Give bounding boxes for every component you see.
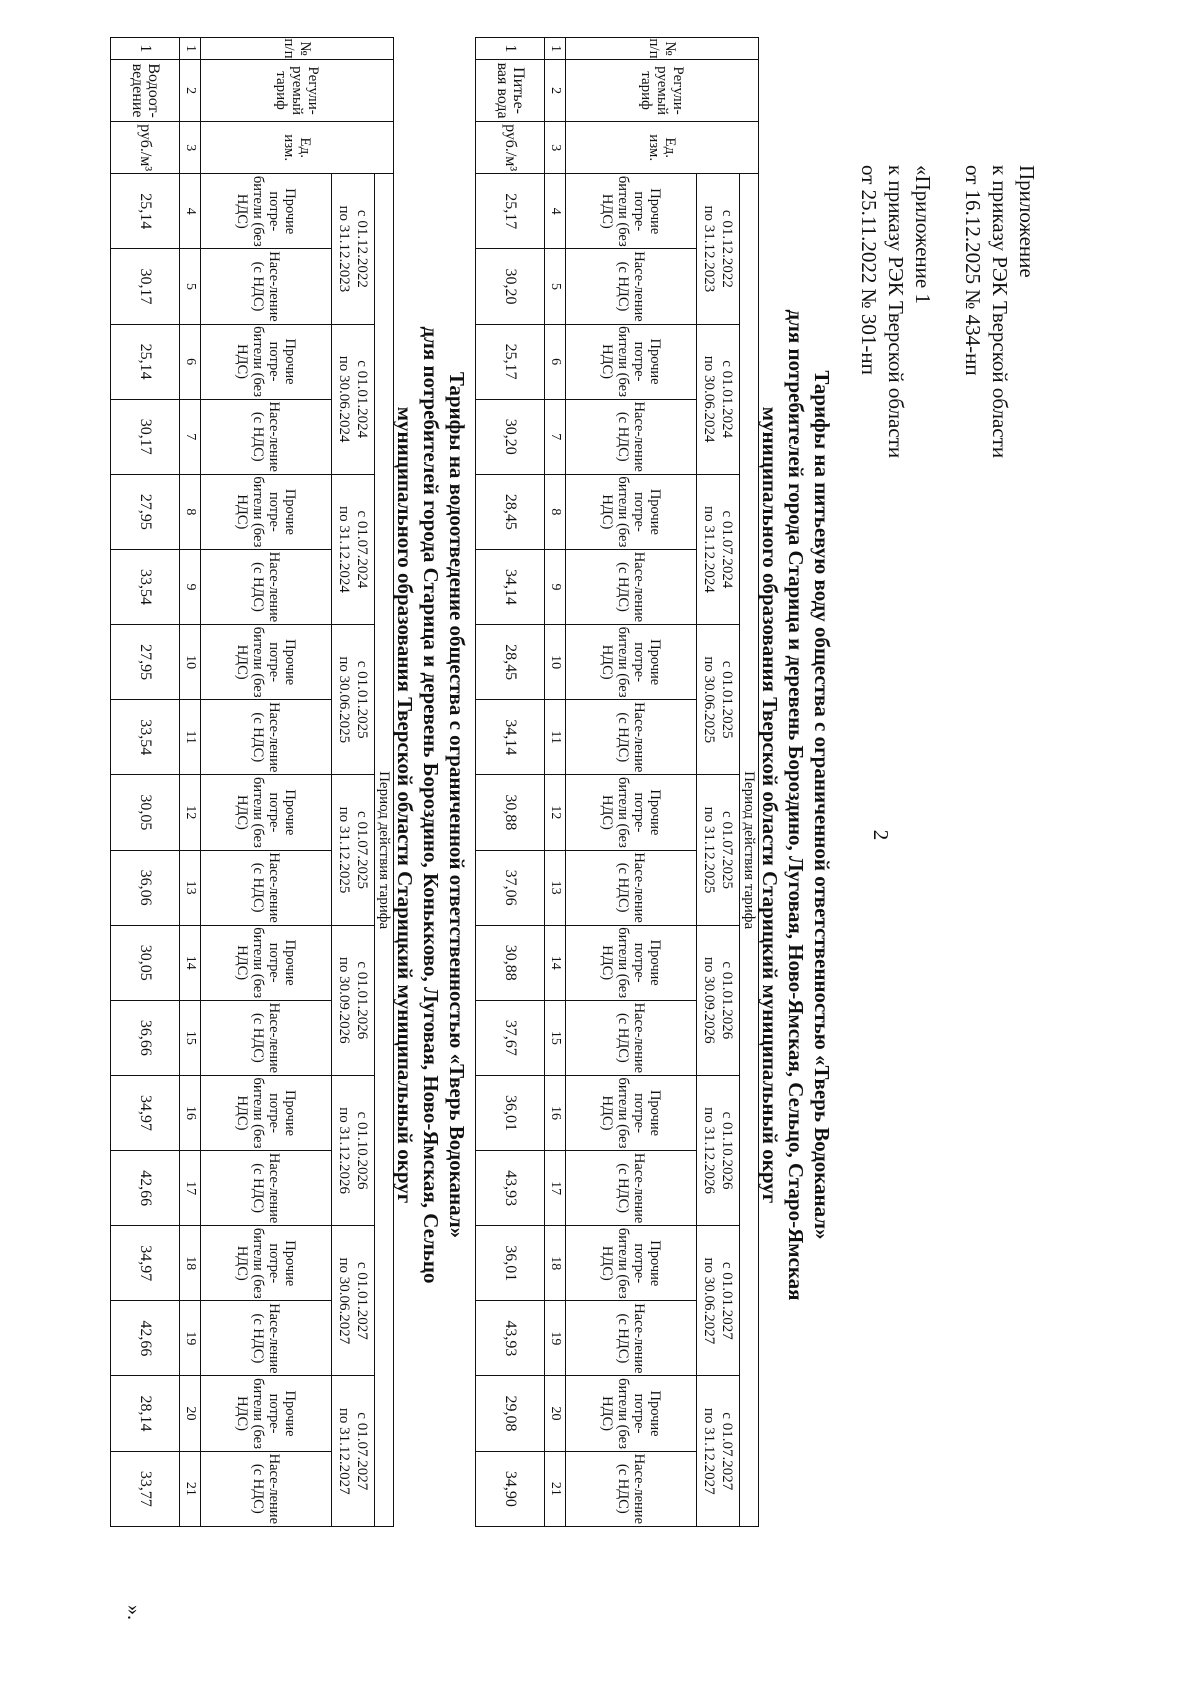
tariff-value: 30,05 <box>111 775 180 850</box>
period-from: с 01.01.2025 <box>719 660 735 739</box>
header-population: Насе-ление (с НДС) <box>201 850 332 925</box>
column-number: 9 <box>180 549 201 624</box>
column-number: 16 <box>545 1075 566 1150</box>
table2-title-line3: муниципального образования Тверской области Старицкий муниципальный округ <box>393 406 417 1204</box>
period-dates <box>697 474 740 624</box>
column-number: 20 <box>180 1376 201 1451</box>
tariff-value: 27,95 <box>111 474 180 549</box>
header-other-consumers: Прочие потре-бители (без НДС) <box>566 474 697 549</box>
table2-title-line2: для потребителей города Старица и деревень Бороздино, Конькково, Луговая, Ново-Ямская, Сельцо <box>419 326 443 1284</box>
column-number: 12 <box>545 775 566 850</box>
column-number: 15 <box>545 1000 566 1075</box>
period-to: по 31.12.2023 <box>701 205 717 293</box>
period-to: по 30.06.2024 <box>336 355 352 443</box>
column-number: 17 <box>180 1151 201 1226</box>
period-to: по 31.12.2024 <box>336 506 352 593</box>
header-population: Насе-ление (с НДС) <box>566 1151 697 1226</box>
row-number: 1 <box>111 38 180 60</box>
period-to: по 31.12.2027 <box>336 1407 352 1495</box>
period-dates <box>332 1075 375 1225</box>
header-population: Насе-ление (с НДС) <box>201 1000 332 1075</box>
tariff-value: 25,14 <box>111 324 180 399</box>
column-number: 13 <box>545 850 566 925</box>
column-number: 16 <box>180 1075 201 1150</box>
header-population: Насе-ление (с НДС) <box>566 850 697 925</box>
tariff-name: Питье-вая вода <box>476 60 545 122</box>
rotated-page <box>70 15 1170 1655</box>
column-number: 19 <box>545 1301 566 1376</box>
header-tariff: Регули-руемый тариф <box>201 60 394 122</box>
appendix-block <box>855 165 1040 685</box>
header-population: Насе-ление (с НДС) <box>566 1301 697 1376</box>
period-from: с 01.07.2024 <box>354 510 370 589</box>
tariff-value: 33,54 <box>111 549 180 624</box>
period-to: по 30.09.2026 <box>336 956 352 1044</box>
appendix-line-5: к приказу РЭК Тверской области <box>884 165 908 459</box>
column-number: 5 <box>180 249 201 324</box>
header-population: Насе-ление (с НДС) <box>566 700 697 775</box>
tariff-value: 30,20 <box>476 399 545 474</box>
period-from: с 01.01.2026 <box>354 961 370 1040</box>
period-dates <box>697 775 740 925</box>
column-number: 12 <box>180 775 201 850</box>
period-dates <box>332 625 375 775</box>
period-from: с 01.12.2022 <box>354 209 370 288</box>
period-dates <box>697 925 740 1075</box>
column-number: 4 <box>180 174 201 249</box>
sewerage-tariff-table <box>110 37 394 1527</box>
tariff-value: 28,14 <box>111 1376 180 1451</box>
tariff-value: 30,20 <box>476 249 545 324</box>
period-from: с 01.01.2024 <box>354 360 370 439</box>
header-population: Насе-ление (с НДС) <box>201 1301 332 1376</box>
tariff-value: 34,14 <box>476 700 545 775</box>
page-number: 2 <box>869 829 893 841</box>
tariff-value: 34,97 <box>111 1226 180 1301</box>
period-to: по 30.06.2025 <box>701 656 717 744</box>
column-number: 21 <box>545 1451 566 1526</box>
header-other-consumers: Прочие потре-бители (без НДС) <box>201 925 332 1000</box>
table2-title-line1: Тарифы на водоотведение общества с ограниченной ответственностью «Тверь Водоканал» <box>445 371 469 1239</box>
period-from: с 01.07.2025 <box>354 811 370 889</box>
header-population: Насе-ление (с НДС) <box>566 1000 697 1075</box>
header-other-consumers: Прочие потре-бители (без НДС) <box>566 1226 697 1301</box>
period-from: с 01.07.2027 <box>719 1412 735 1491</box>
period-from: с 01.01.2024 <box>719 360 735 439</box>
header-other-consumers: Прочие потре-бители (без НДС) <box>201 775 332 850</box>
tariff-value: 30,05 <box>111 925 180 1000</box>
column-number: 1 <box>180 38 201 60</box>
period-dates <box>332 1376 375 1527</box>
tariff-value: 36,01 <box>476 1226 545 1301</box>
period-dates <box>697 625 740 775</box>
header-population: Насе-ление (с НДС) <box>201 549 332 624</box>
header-population: Насе-ление (с НДС) <box>201 1151 332 1226</box>
column-number: 14 <box>545 925 566 1000</box>
header-period: Период действия тарифа <box>375 174 394 1527</box>
tariff-value: 29,08 <box>476 1376 545 1451</box>
column-number: 6 <box>545 324 566 399</box>
tariff-value: 30,17 <box>111 249 180 324</box>
column-number: 18 <box>180 1226 201 1301</box>
column-number: 11 <box>545 700 566 775</box>
period-dates <box>332 925 375 1075</box>
period-to: по 30.06.2024 <box>701 355 717 443</box>
period-from: с 01.10.2026 <box>354 1111 370 1190</box>
tariff-value: 30,88 <box>476 775 545 850</box>
period-to: по 31.12.2026 <box>336 1107 352 1194</box>
column-number: 3 <box>545 122 566 174</box>
header-other-consumers: Прочие потре-бители (без НДС) <box>201 174 332 249</box>
tariff-value: 33,77 <box>111 1451 180 1526</box>
header-population: Насе-ление (с НДС) <box>201 249 332 324</box>
header-other-consumers: Прочие потре-бители (без НДС) <box>201 625 332 700</box>
column-number: 1 <box>545 38 566 60</box>
header-period: Период действия тарифа <box>740 174 759 1527</box>
header-population: Насе-ление (с НДС) <box>201 399 332 474</box>
tariff-value: 37,06 <box>476 850 545 925</box>
appendix-line-3: от 16.12.2025 № 434-нп <box>961 165 985 376</box>
header-unit: Ед. изм. <box>201 122 394 174</box>
period-from: с 01.07.2024 <box>719 510 735 589</box>
appendix-line-1: Приложение <box>1015 165 1039 278</box>
period-dates <box>332 474 375 624</box>
tariff-value: 42,66 <box>111 1151 180 1226</box>
tariff-value: 25,17 <box>476 324 545 399</box>
period-to: по 30.06.2027 <box>701 1257 717 1345</box>
header-number: № п/п <box>201 38 394 60</box>
header-other-consumers: Прочие потре-бители (без НДС) <box>566 1376 697 1451</box>
period-from: с 01.01.2026 <box>719 961 735 1040</box>
column-number: 19 <box>180 1301 201 1376</box>
period-to: по 30.06.2027 <box>336 1257 352 1345</box>
tariff-value: 34,90 <box>476 1451 545 1526</box>
period-to: по 30.09.2026 <box>701 956 717 1044</box>
period-from: с 01.01.2027 <box>354 1261 370 1340</box>
tariff-value: 28,45 <box>476 474 545 549</box>
header-other-consumers: Прочие потре-бители (без НДС) <box>566 775 697 850</box>
table2-title <box>392 55 470 1555</box>
header-population: Насе-ление (с НДС) <box>566 1451 697 1526</box>
column-number: 15 <box>180 1000 201 1075</box>
column-number: 17 <box>545 1151 566 1226</box>
table1-title-line1: Тарифы на питьевую воду общества с ограниченной ответственностью «Тверь Водоканал» <box>810 370 834 1240</box>
column-number: 21 <box>180 1451 201 1526</box>
column-number: 10 <box>180 625 201 700</box>
table1-title <box>757 55 835 1555</box>
tariff-unit: руб./м³ <box>111 122 180 174</box>
tariff-name: Водоот-ведение <box>111 60 180 122</box>
tariff-value: 30,88 <box>476 925 545 1000</box>
column-number: 9 <box>545 549 566 624</box>
tariff-value: 36,06 <box>111 850 180 925</box>
tariff-unit: руб./м³ <box>476 122 545 174</box>
header-tariff: Регули-руемый тариф <box>566 60 759 122</box>
tariff-value: 25,14 <box>111 174 180 249</box>
header-population: Насе-ление (с НДС) <box>201 1451 332 1526</box>
tariff-value: 30,17 <box>111 399 180 474</box>
header-other-consumers: Прочие потре-бители (без НДС) <box>566 1075 697 1150</box>
table1-title-line3: муниципального образования Тверской области Старицкий муниципальный округ <box>758 406 782 1204</box>
column-number: 20 <box>545 1376 566 1451</box>
period-to: по 31.12.2026 <box>701 1107 717 1194</box>
period-to: по 31.12.2027 <box>701 1407 717 1495</box>
tariff-value: 25,17 <box>476 174 545 249</box>
column-number: 5 <box>545 249 566 324</box>
tariff-value: 27,95 <box>111 625 180 700</box>
header-population: Насе-ление (с НДС) <box>566 249 697 324</box>
header-other-consumers: Прочие потре-бители (без НДС) <box>566 925 697 1000</box>
column-number: 2 <box>180 60 201 122</box>
period-dates <box>697 1376 740 1527</box>
period-to: по 31.12.2025 <box>336 806 352 894</box>
column-number: 7 <box>180 399 201 474</box>
appendix-line-6: от 25.11.2022 № 301-нп <box>857 165 881 375</box>
table1-title-line2: для потребителей города Старица и деревень Бороздино, Луговая, Ново-Ямская, Сельцо, Старо-Ямская <box>784 309 808 1301</box>
header-other-consumers: Прочие потре-бители (без НДС) <box>201 1376 332 1451</box>
header-other-consumers: Прочие потре-бители (без НДС) <box>566 324 697 399</box>
period-from: с 01.01.2027 <box>719 1261 735 1340</box>
tariff-value: 28,45 <box>476 625 545 700</box>
period-dates <box>697 324 740 474</box>
row-number: 1 <box>476 38 545 60</box>
header-population: Насе-ление (с НДС) <box>566 399 697 474</box>
header-number: № п/п <box>566 38 759 60</box>
water-tariff-table <box>475 37 759 1527</box>
appendix-line-4: «Приложение 1 <box>911 165 935 304</box>
column-number: 2 <box>545 60 566 122</box>
period-from: с 01.10.2026 <box>719 1111 735 1190</box>
tariff-value: 36,66 <box>111 1000 180 1075</box>
column-number: 10 <box>545 625 566 700</box>
tariff-value: 43,93 <box>476 1151 545 1226</box>
tariff-value: 42,66 <box>111 1301 180 1376</box>
period-to: по 31.12.2023 <box>336 205 352 293</box>
tariff-value: 34,14 <box>476 549 545 624</box>
tariff-value: 33,54 <box>111 700 180 775</box>
column-number: 11 <box>180 700 201 775</box>
period-from: с 01.01.2025 <box>354 660 370 739</box>
period-dates <box>697 1226 740 1376</box>
period-from: с 01.12.2022 <box>719 209 735 288</box>
appendix-line-2: к приказу РЭК Тверской области <box>988 165 1012 459</box>
period-dates <box>332 174 375 324</box>
header-other-consumers: Прочие потре-бители (без НДС) <box>566 174 697 249</box>
period-from: с 01.07.2025 <box>719 811 735 889</box>
period-dates <box>697 174 740 324</box>
header-other-consumers: Прочие потре-бители (без НДС) <box>201 324 332 399</box>
closing-quote: ». <box>123 1605 145 1620</box>
period-dates <box>332 775 375 925</box>
header-other-consumers: Прочие потре-бители (без НДС) <box>201 1226 332 1301</box>
header-other-consumers: Прочие потре-бители (без НДС) <box>566 625 697 700</box>
tariff-value: 34,97 <box>111 1075 180 1150</box>
period-dates <box>332 324 375 474</box>
column-number: 13 <box>180 850 201 925</box>
header-other-consumers: Прочие потре-бители (без НДС) <box>201 1075 332 1150</box>
period-to: по 31.12.2024 <box>701 506 717 593</box>
header-unit: Ед. изм. <box>566 122 759 174</box>
column-number: 4 <box>545 174 566 249</box>
column-number: 7 <box>545 399 566 474</box>
column-number: 6 <box>180 324 201 399</box>
period-from: с 01.07.2027 <box>354 1412 370 1491</box>
tariff-value: 36,01 <box>476 1075 545 1150</box>
column-number: 8 <box>545 474 566 549</box>
period-dates <box>697 1075 740 1225</box>
column-number: 3 <box>180 122 201 174</box>
column-number: 14 <box>180 925 201 1000</box>
header-population: Насе-ление (с НДС) <box>566 549 697 624</box>
tariff-value: 43,93 <box>476 1301 545 1376</box>
column-number: 18 <box>545 1226 566 1301</box>
period-to: по 30.06.2025 <box>336 656 352 744</box>
period-to: по 31.12.2025 <box>701 806 717 894</box>
header-other-consumers: Прочие потре-бители (без НДС) <box>201 474 332 549</box>
column-number: 8 <box>180 474 201 549</box>
period-dates <box>332 1226 375 1376</box>
header-population: Насе-ление (с НДС) <box>201 700 332 775</box>
tariff-value: 37,67 <box>476 1000 545 1075</box>
